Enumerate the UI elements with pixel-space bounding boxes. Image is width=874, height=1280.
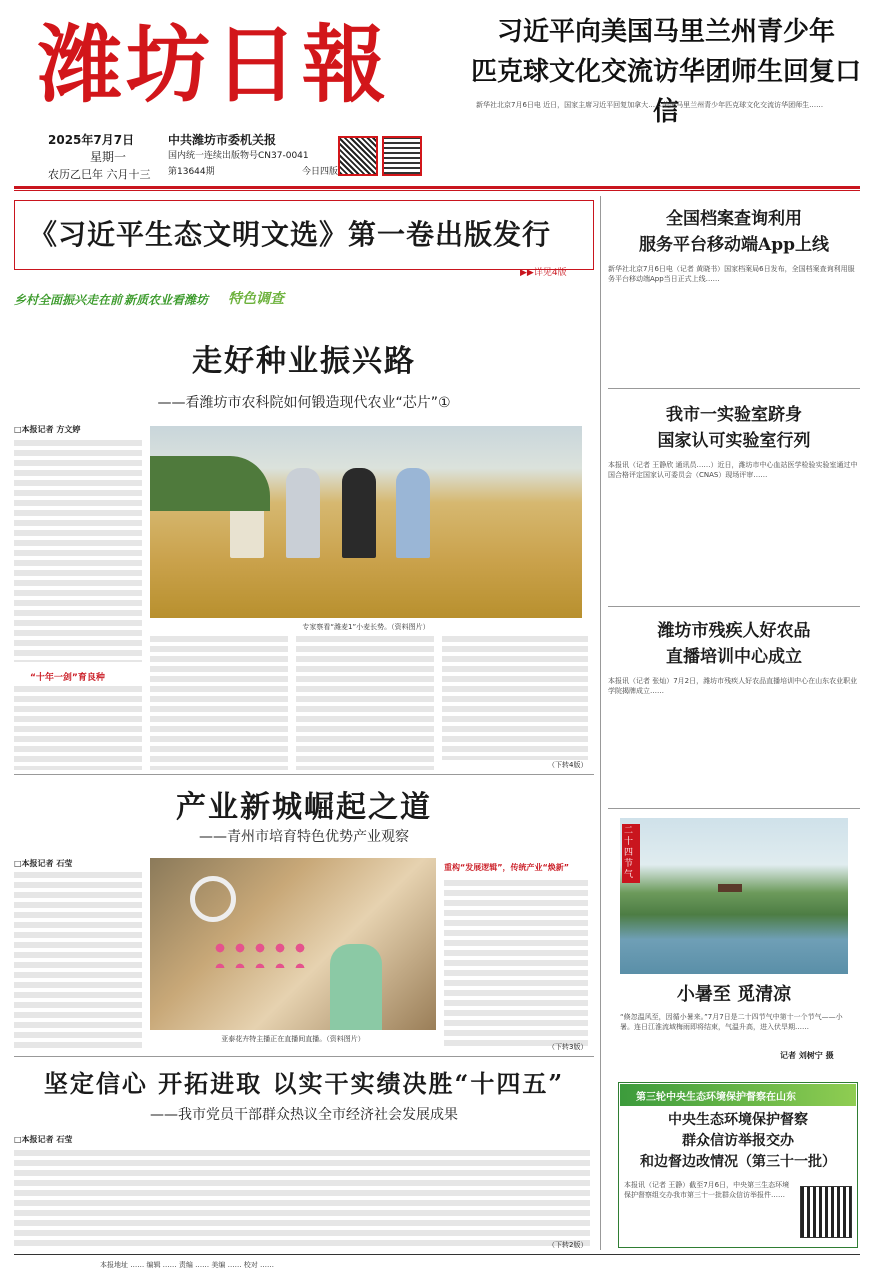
right-story3-lead: 本报讯（记者 张灿）7月2日，潍坊市残疾人好农品直播培训中心在山东农业职业学院揭牌成立…… (608, 677, 858, 695)
right-story4-byline: 记者 刘树宁 摄 (780, 1051, 834, 1060)
inspection-title2: 群众信访举报交办 (682, 1133, 794, 1149)
solar-term-photo (620, 818, 848, 974)
right-story2-headline[interactable] (608, 402, 860, 454)
footer-rule (14, 1254, 860, 1255)
right-story2-lead: 本报讯（记者 王静欣 通讯员……）近日，潍坊市中心血站医学检验实验室通过中国合格评定国家认可委员会（CNAS）现场评审…… (608, 461, 858, 479)
story2-byline: □本报记者 石莹 (14, 859, 73, 868)
story1-text-col4 (442, 636, 588, 760)
person-figure (330, 944, 382, 1030)
right-story1-headline[interactable] (608, 206, 860, 258)
story3-byline: □本报记者 石莹 (14, 1135, 73, 1144)
inspection-headline[interactable] (620, 1110, 856, 1173)
right-story2-title2: 国家认可实验室行列 (657, 431, 811, 451)
right-story4-text: “倏忽温风至，因循小暑来。”7月7日是二十四节气中第十一个节气——小暑。连日江淮流域梅雨即将结束，气温升高，进入伏旱期…… (620, 1013, 843, 1031)
see-page-link[interactable]: ▶▶详见4版 (520, 268, 567, 278)
story1-title[interactable]: 走好种业振兴路 (192, 344, 416, 379)
banner-tag-a: 乡村全面振兴走在前 (14, 293, 123, 307)
masthead-org-box (168, 132, 338, 180)
top-story-title-line1: 习近平向美国马里兰州青少年 (496, 17, 835, 47)
solar-term-tag: 二十四节气 (622, 824, 640, 883)
qr-code-icon[interactable] (800, 1186, 852, 1238)
story3-text (14, 1150, 590, 1248)
right-story1-lead: 新华社北京7月6日电（记者 黄晓书）国家档案局6日发布，全国档案查询利用服务平台移动端App当日正式上线…… (608, 265, 855, 283)
section-divider (14, 774, 594, 775)
story3-subtitle: ——我市党员干部群众热议全市经济社会发展成果 (150, 1107, 458, 1123)
inspection-title3: 和边督边改情况（第三十一批） (640, 1154, 836, 1170)
right-story2-title1: 我市一实验室跻身 (666, 405, 802, 425)
flower-display (210, 938, 310, 968)
person-figure (342, 468, 376, 558)
story1-byline: □本报记者 方文婷 (14, 425, 81, 434)
qr-code-icon[interactable] (382, 136, 422, 176)
lead-story-box (14, 200, 594, 270)
masthead-issue: 第13644期 (168, 167, 215, 177)
person-figure (396, 468, 430, 558)
masthead-rule-thin (14, 190, 860, 191)
inspection-band-label: 第三轮中央生态环境保护督察在山东 (636, 1092, 796, 1103)
masthead-lunar: 农历乙巳年 六月十三 (48, 168, 151, 181)
section-divider (14, 1056, 594, 1057)
top-story-lead: 新华社北京7月6日电 近日，国家主席习近平回复加拿大……美国马里兰州青少年匹克球文化交流访华团师生…… (476, 101, 824, 109)
story1-continued[interactable]: （下转4版） (548, 761, 588, 769)
story1-text-col3 (296, 636, 434, 770)
right-story3-title2: 直播培训中心成立 (666, 647, 802, 667)
story2-text-col2 (444, 880, 588, 1050)
section-divider (608, 606, 860, 607)
right-story4-title[interactable]: 小暑至 觅清凉 (676, 984, 792, 1005)
story3-continued[interactable]: （下转2版） (548, 1241, 588, 1249)
masthead-pages: 今日四版 (301, 167, 338, 177)
pavilion-icon (718, 884, 742, 902)
ring-light-icon (190, 876, 236, 922)
banner-tag-c: 特色调查 (228, 291, 284, 307)
story2-section-label: 重构“发展逻辑”，传统产业“焕新” (444, 863, 570, 872)
story1-text-col1b (14, 686, 142, 770)
right-story1-title2: 服务平台移动端App上线 (639, 235, 829, 255)
footer-info: 本报地址 …… 编辑 …… 责编 …… 美编 …… 校对 …… (100, 1261, 275, 1269)
story2-text-col1 (14, 872, 142, 1052)
story1-text-col2 (150, 636, 288, 770)
masthead-cn: 国内统一连续出版物号CN37-0041 (168, 151, 309, 161)
masthead-date: 2025年7月7日 (48, 133, 135, 147)
story1-text-col1 (14, 440, 142, 662)
right-story3-headline[interactable] (608, 618, 860, 670)
right-story3-title1: 潍坊市残疾人好农品 (657, 621, 811, 641)
story3-title[interactable]: 坚定信心 开拓进取 以实干实绩决胜“十四五” (43, 1069, 565, 1098)
right-story1-title1: 全国档案查询利用 (666, 209, 802, 229)
section-divider (608, 808, 860, 809)
masthead-org: 中共潍坊市委机关报 (168, 133, 277, 147)
top-story-title-line2: 匹克球文化交流访华团师生回复口信 (470, 57, 861, 127)
story2-photo (150, 858, 436, 1030)
lead-story-title[interactable]: 《习近平生态文明文选》第一卷出版发行 (29, 218, 552, 251)
masthead-issue-line (168, 164, 338, 180)
inspection-title1: 中央生态环境保护督察 (668, 1112, 808, 1128)
inspection-band (620, 1084, 856, 1106)
masthead-weekday: 星期一 (90, 150, 127, 164)
section-divider (608, 388, 860, 389)
series-banner (14, 286, 594, 320)
masthead-rule (14, 186, 860, 189)
story1-section-label: “十年一剑”育良种 (30, 673, 105, 683)
person-figure (286, 468, 320, 558)
story2-title[interactable]: 产业新城崛起之道 (176, 790, 432, 825)
inspection-text: 本报讯（记者 王静）截至7月6日，中央第三生态环境保护督察组交办我市第三十一批群众信访举报件…… (624, 1181, 790, 1199)
story1-photo-caption: 专家察看“潍麦1”小麦长势。（资料图片） (302, 623, 430, 631)
banner-tag-b: 新质农业看潍坊 (124, 293, 209, 307)
tree-line (150, 456, 270, 511)
story1-subtitle: ——看潍坊市农科院如何锻造现代农业“芯片”① (157, 395, 451, 411)
column-divider (600, 196, 601, 1250)
story2-subtitle: ——青州市培育特色优势产业观察 (199, 829, 409, 845)
story2-continued[interactable]: （下转3版） (548, 1043, 588, 1051)
story1-photo (150, 426, 582, 618)
qr-code-icon[interactable] (338, 136, 378, 176)
masthead-logo: 潍坊日報 (38, 15, 391, 114)
story2-photo-caption: 亚泰花卉特主播正在直播间直播。（资料图片） (221, 1035, 365, 1043)
